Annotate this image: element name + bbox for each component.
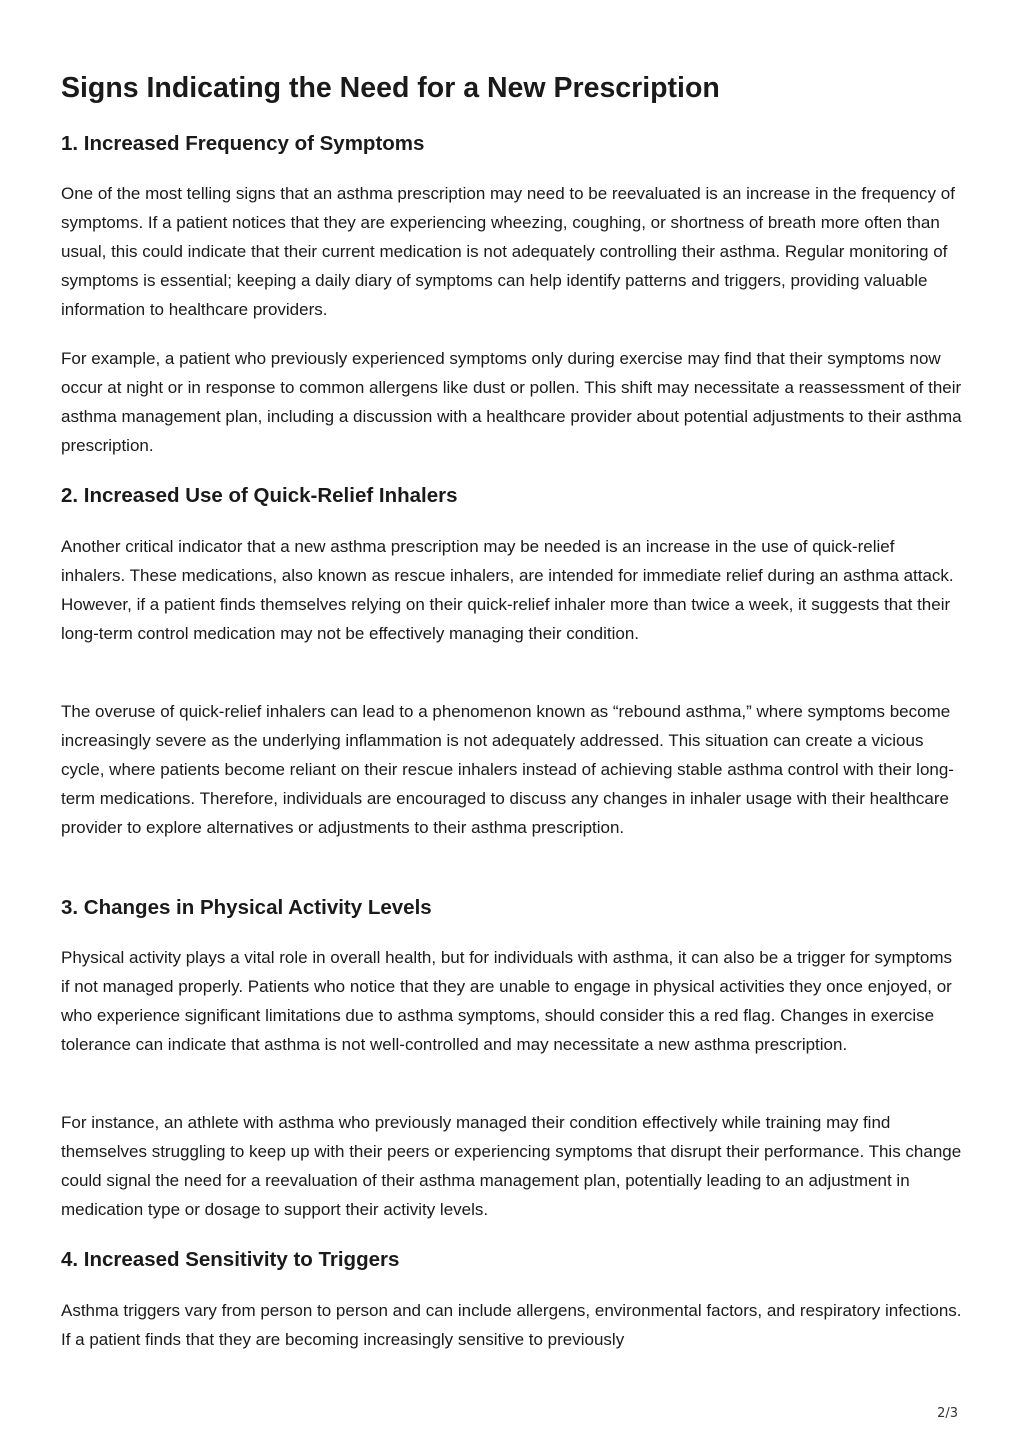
page-title: Signs Indicating the Need for a New Prescription (61, 72, 720, 104)
section-1-paragraph-1: One of the most telling signs that an asthma prescription may need to be reevaluated is an increase in the frequency of symptoms. If a patient notices that they are experiencing wheezing, coughing, or shortness of breath more often than usual, this could indicate that their current medication is not adequately controlling their asthma. Regular monitoring of symptoms is essential; keeping a daily diary of symptoms can help identify patterns and triggers, providing valuable information to healthcare providers. (61, 184, 955, 319)
section-2-paragraph-2: The overuse of quick-relief inhalers can lead to a phenomenon known as “rebound asthma,” where symptoms become increasingly severe as the underlying inflammation is not adequately addressed. This situation can create a vicious cycle, where patients become reliant on their rescue inhalers instead of achieving stable asthma control with their long-term medications. Therefore, individuals are encouraged to discuss any changes in inhaler usage with their healthcare provider to explore alternatives or adjustments to their asthma prescription. (61, 702, 954, 837)
section-heading-3: 3. Changes in Physical Activity Levels (61, 896, 432, 919)
section-3-paragraph-2: For instance, an athlete with asthma who previously managed their condition effectively while training may find themselves struggling to keep up with their peers or experiencing symptoms that disrupt their performance. This change could signal the need for a reevaluation of their asthma management plan, potentially leading to an adjustment in medication type or dosage to support their activity levels. (61, 1113, 962, 1219)
section-1-paragraph-2: For example, a patient who previously experienced symptoms only during exercise may find that their symptoms now occur at night or in response to common allergens like dust or pollen. This shift may necessitate a reassessment of their asthma management plan, including a discussion with a healthcare provider about potential adjustments to their asthma prescription. (61, 349, 962, 455)
section-heading-1: 1. Increased Frequency of Symptoms (61, 132, 425, 155)
section-heading-4: 4. Increased Sensitivity to Triggers (61, 1248, 400, 1271)
page-number: 2/3 (937, 1406, 958, 1421)
section-4-paragraph-1: Asthma triggers vary from person to person and can include allergens, environmental factors, and respiratory infections. If a patient finds that they are becoming increasingly sensitive to previously (61, 1301, 962, 1349)
section-heading-2: 2. Increased Use of Quick-Relief Inhalers (61, 484, 458, 507)
section-2-paragraph-1: Another critical indicator that a new asthma prescription may be needed is an increase in the use of quick-relief inhalers. These medications, also known as rescue inhalers, are intended for immediate relief during an asthma attack. However, if a patient finds themselves relying on their quick-relief inhaler more than twice a week, it suggests that their long-term control medication may not be effectively managing their condition. (61, 537, 954, 643)
section-3-paragraph-1: Physical activity plays a vital role in overall health, but for individuals with asthma, it can also be a trigger for symptoms if not managed properly. Patients who notice that they are unable to engage in physical activities they once enjoyed, or who experience significant limitations due to asthma symptoms, should consider this a red flag. Changes in exercise tolerance can indicate that asthma is not well-controlled and may necessitate a new asthma prescription. (61, 948, 953, 1054)
